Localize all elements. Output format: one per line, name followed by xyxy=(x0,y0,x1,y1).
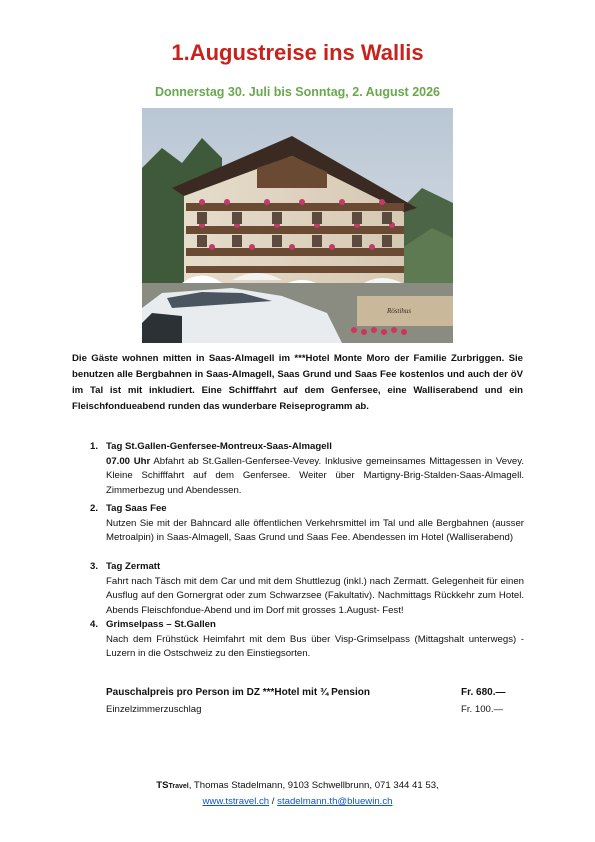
footer-brand-small: Travel xyxy=(168,783,189,790)
day-number: 4. xyxy=(90,619,99,630)
footer-contact: , Thomas Stadelmann, 9103 Schwellbrunn, 071 344 41 53, xyxy=(188,780,439,791)
itinerary-day xyxy=(72,502,524,560)
day-lead: 07.00 Uhr xyxy=(106,455,151,467)
page-title: 1.Augustreise ins Wallis xyxy=(171,40,424,65)
itinerary-day xyxy=(72,560,524,618)
day-description xyxy=(106,455,524,499)
sign-text: Röstihus xyxy=(387,307,412,315)
day-title: Tag Zermatt xyxy=(106,561,161,572)
price-single-value: Fr. 100.— xyxy=(461,704,504,715)
price-main-label: Pauschalpreis pro Person im DZ ***Hotel mit ¾ Pension xyxy=(106,687,370,698)
day-title: Grimselpass – St.Gallen xyxy=(106,619,216,630)
price-main-value: Fr. 680.— xyxy=(461,687,506,698)
day-title: Tag St.Gallen-Genfersee-Montreux-Saas-Almagell xyxy=(106,441,332,452)
day-description: Nutzen Sie mit der Bahncard alle öffentlichen Verkehrsmittel im Tal und alle Bergbahnen (ausser Metroalpin) in Saas-Almagell, Saas Grund und Saas Fee. Abendessen im Hotel (Walliserabend) xyxy=(106,517,524,543)
travel-dates: Donnerstag 30. Juli bis Sonntag, 2. August 2026 xyxy=(154,85,441,99)
itinerary-day xyxy=(72,440,524,502)
day-number: 3. xyxy=(90,561,99,572)
footer-contact-line xyxy=(0,778,595,794)
day-title: Tag Saas Fee xyxy=(106,503,167,514)
day-description: Fahrt nach Täsch mit dem Car und mit dem Shuttlezug (inkl.) nach Zermatt. Gelegenheit für einen Ausflug auf den Gornergrat oder zum Schwarzsee (Fakultativ). Nachmittags Rückkehr zum Hotel. Abends Fleischfondue-Abend und im Dorf mit grosses 1.August- Fest! xyxy=(106,575,524,616)
price-single-label: Einzelzimmerzuschlag xyxy=(106,704,202,715)
intro-text: Die Gäste wohnen mitten in Saas-Almagell im ***Hotel Monte Moro der Familie Zurbriggen. Sie benutzen alle Bergbahnen in Saas-Almagell, Saas Grund und Saas Fee kostenlos und auch der öV im Tal ist mit inkludiert. Eine Schifffahrt auf dem Genfersee, eine Walliserabend und ein Fleischfondueabend runden das wunderbare Reiseprogramm ab. xyxy=(72,353,523,412)
itinerary-day xyxy=(72,618,524,662)
footer-brand: TS xyxy=(156,780,169,791)
day-number: 2. xyxy=(90,503,99,514)
footer-separator: / xyxy=(269,796,278,807)
hotel-photo xyxy=(142,108,453,343)
day-text: Abfahrt ab St.Gallen-Genfersee-Vevey. Inklusive gemeinsames Mittagessen in Vevey. Kleine Schifffahrt auf dem Genfersee. Weiter über Martigny-Brig-Stalden-Saas-Almagell. Zimmerbezug und Abendessen. xyxy=(106,455,524,496)
day-description: Nach dem Frühstück Heimfahrt mit dem Bus über Visp-Grimselpass (Mittagshalt unterwegs) - Luzern in die Ostschweiz zu den Einstiegsorten. xyxy=(106,633,524,659)
footer-links-line xyxy=(0,794,595,809)
footer xyxy=(0,778,595,809)
day-number: 1. xyxy=(90,441,99,452)
email-link[interactable]: stadelmann.th@bluewin.ch xyxy=(277,796,393,807)
itinerary-list xyxy=(72,440,524,662)
website-link[interactable]: www.tstravel.ch xyxy=(202,796,270,807)
